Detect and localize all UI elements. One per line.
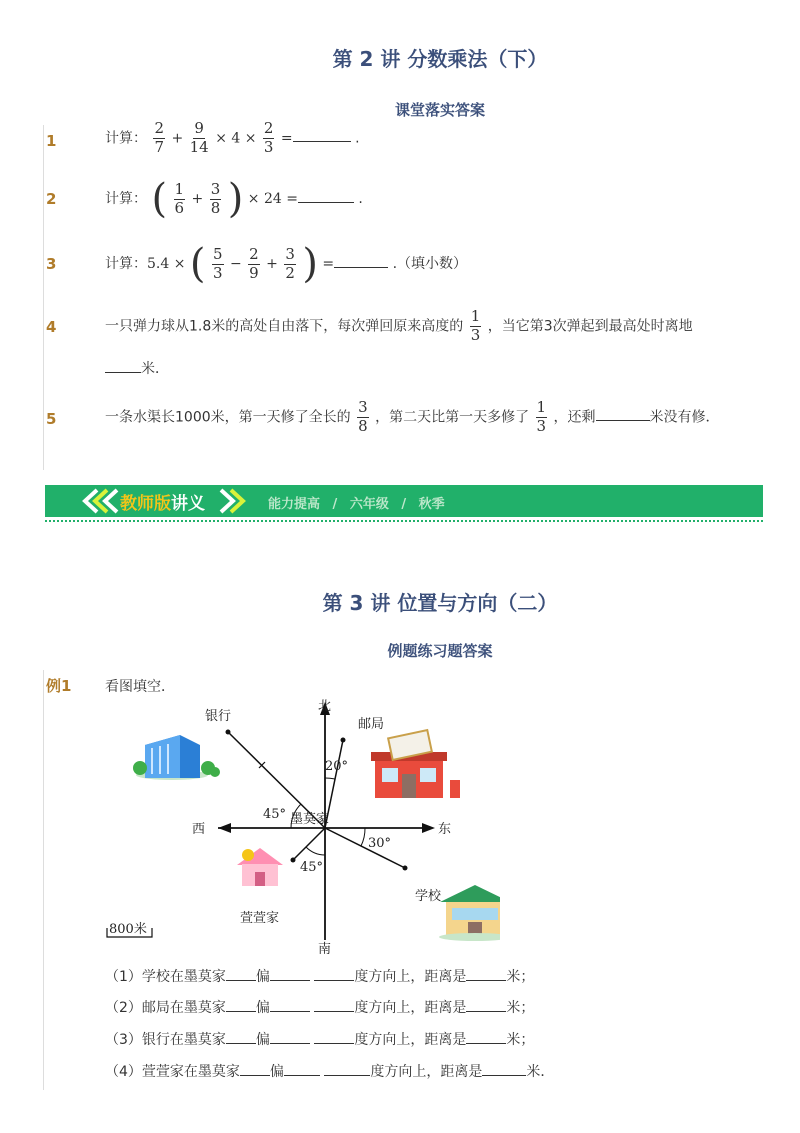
question-number: 2: [46, 190, 57, 208]
fraction: $\frac{1}{6}$: [174, 179, 185, 217]
fraction: $\frac{2}{9}$: [249, 244, 259, 282]
fraction: $\frac{2}{3}$: [263, 119, 274, 156]
left-paren: (: [189, 241, 206, 287]
chevron-right-icon: [215, 487, 265, 515]
answer-blank[interactable]: [293, 127, 351, 142]
margin-rule-top: [43, 125, 44, 470]
lesson2-subtitle: 课堂落实答案: [394, 101, 485, 119]
answer-blank[interactable]: [482, 1061, 526, 1076]
west-arrow-icon: [218, 823, 231, 833]
answer-blank[interactable]: [334, 253, 388, 268]
answer-blank[interactable]: [466, 997, 506, 1012]
margin-rule-bottom: [43, 670, 44, 1090]
answer-blank[interactable]: [226, 997, 256, 1012]
fill-item-1: （1）学校在墨莫家 偏 度方向上，距离是 米；: [105, 966, 534, 986]
fill-item-2: （2）邮局在墨莫家 偏 度方向上，距离是 米；: [105, 997, 534, 1017]
bank-building-icon: [133, 735, 220, 780]
direction-diagram: [100, 690, 500, 955]
answer-blank[interactable]: [226, 1029, 256, 1044]
left-paren: (: [151, 176, 168, 222]
question-4: 一只弹力球从1.8米的高处自由落下，每次弹回原来高度的 $\frac{1}{3}$ ，当它第3次弹起到最高处时离地: [105, 307, 693, 344]
teacher-edition-banner: [45, 485, 763, 517]
scale-label: 800米: [109, 922, 147, 937]
label-west: 西: [192, 822, 206, 837]
fraction: $\frac{9}{14}$: [189, 119, 209, 156]
label-bank: 银行: [205, 709, 232, 724]
right-paren: ): [227, 176, 244, 222]
lesson3-title: 第 3 讲 位置与方向（二）: [322, 591, 558, 615]
banner-breadcrumb: 能力提高 / 六年级 / 秋季: [268, 497, 445, 512]
question-number: 5: [46, 410, 57, 428]
angle-home: 45°: [300, 860, 324, 875]
answer-blank[interactable]: [270, 966, 310, 981]
answer-blank[interactable]: [314, 966, 354, 981]
fill-item-3: （3）银行在墨莫家 偏 度方向上，距离是 米；: [105, 1029, 534, 1049]
answer-blank[interactable]: [466, 966, 506, 981]
answer-blank[interactable]: [298, 188, 354, 203]
label-post: 邮局: [358, 717, 385, 732]
answer-blank[interactable]: [270, 1029, 310, 1044]
label-home: 萱萱家: [240, 911, 280, 926]
angle-post: 20°: [325, 759, 349, 774]
answer-blank[interactable]: [596, 406, 650, 421]
fraction: $\frac{2}{7}$: [154, 119, 164, 156]
answer-blank[interactable]: [466, 1029, 506, 1044]
fraction: $\frac{5}{3}$: [212, 244, 223, 282]
label-north: 北: [318, 699, 332, 714]
post-office-building-icon: [371, 730, 460, 798]
lesson2-title: 第 2 讲 分数乘法（下）: [332, 47, 548, 71]
question-4-line2: 米．: [105, 358, 169, 378]
home-ray: [293, 828, 325, 860]
answer-blank[interactable]: [270, 997, 310, 1012]
banner-title: 教师版讲义: [120, 494, 205, 514]
question-3: 计算：5.4 × ( $\frac{5}{3}$ − $\frac{2}{9}$ + $\frac{3}{2}$ ) = .（填小数）: [105, 241, 468, 287]
question-number: 3: [46, 255, 57, 273]
question-number: 4: [46, 318, 57, 336]
lesson3-subtitle: 例题练习题答案: [387, 642, 493, 660]
label-school: 学校: [415, 889, 442, 904]
angle-bank: 45°: [263, 807, 287, 822]
right-paren: ): [302, 241, 318, 287]
banner-divider: [45, 520, 763, 522]
answer-blank[interactable]: [240, 1061, 270, 1076]
answer-blank[interactable]: [324, 1061, 370, 1076]
answer-blank[interactable]: [105, 358, 141, 373]
answer-blank[interactable]: [226, 966, 256, 981]
question-1: 计算： $\frac{2}{7}$ + $\frac{9}{14}$ × 4 × $\frac{2}{3}$ = .: [105, 119, 360, 156]
example-label: 例1: [46, 677, 72, 695]
answer-blank[interactable]: [284, 1061, 320, 1076]
angle-school: 30°: [368, 836, 392, 851]
fraction: $\frac{3}{2}$: [285, 244, 295, 282]
fraction: $\frac{3}{8}$: [210, 179, 221, 217]
fraction: $\frac{1}{3}$: [470, 307, 481, 344]
school-building-icon: [439, 885, 500, 941]
question-number: 1: [46, 132, 57, 150]
fraction: $\frac{1}{3}$: [536, 398, 547, 435]
answer-blank[interactable]: [314, 1029, 354, 1044]
example-instruction: 看图填空．: [105, 679, 175, 695]
label-center: 墨莫家: [290, 812, 330, 827]
answer-blank[interactable]: [314, 997, 354, 1012]
question-2: 计算： ( $\frac{1}{6}$ + $\frac{3}{8}$ ) × 24 = .: [105, 176, 363, 222]
fraction: $\frac{3}{8}$: [358, 398, 368, 435]
question-5: 一条水渠长1000米，第一天修了全长的 $\frac{3}{8}$ ，第二天比第一天多修了 $\frac{1}{3}$ ，还剩 米没有修．: [105, 398, 720, 435]
label-east: 东: [438, 822, 452, 837]
fill-item-4: （4）萱萱家在墨莫家 偏 度方向上，距离是 米．: [105, 1061, 554, 1081]
east-arrow-icon: [422, 823, 435, 833]
home-building-icon: [237, 848, 283, 886]
label-south: 南: [318, 942, 332, 955]
